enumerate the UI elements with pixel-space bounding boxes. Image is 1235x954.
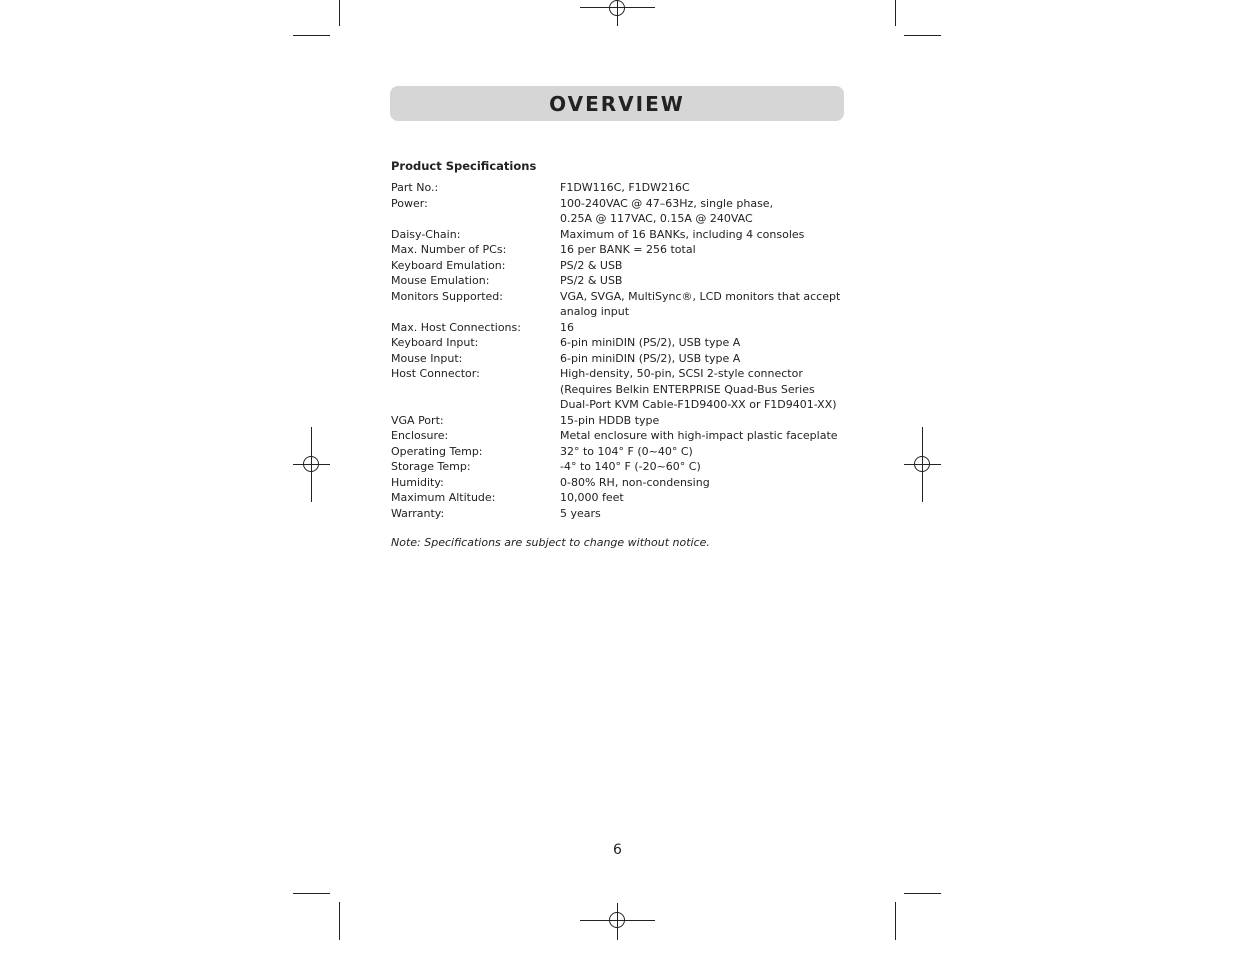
spec-value <box>560 289 840 320</box>
spec-value <box>560 335 740 351</box>
spec-value <box>560 351 740 367</box>
spec-row <box>391 428 851 444</box>
spec-value-line: (Requires Belkin ENTERPRISE Quad-Bus Series <box>560 382 815 396</box>
spec-value <box>560 490 624 506</box>
spec-value-line: PS/2 & USB <box>560 274 623 287</box>
spec-label: Daisy-Chain: <box>391 227 461 241</box>
spec-value-line: analog input <box>560 305 630 318</box>
spec-row <box>391 506 851 522</box>
spec-label: Mouse Emulation: <box>391 274 490 287</box>
spec-value-line: -4° to 140° F (-20~60° C) <box>560 460 701 473</box>
spec-value <box>560 273 622 289</box>
spec-value-line: 10,000 feet <box>560 491 624 504</box>
spec-row <box>391 242 851 258</box>
section-title-bar <box>390 86 844 121</box>
spec-row <box>391 459 851 475</box>
spec-row <box>391 196 851 227</box>
spec-value-line: F1DW116C, F1DW216C <box>560 181 690 194</box>
spec-value <box>560 180 690 196</box>
spec-value-line: 16 <box>560 320 574 334</box>
spec-value <box>560 475 710 491</box>
spec-value-line: 15-pin HDDB type <box>560 413 660 427</box>
spec-label: Operating Temp: <box>391 444 483 458</box>
spec-label: Humidity: <box>391 475 444 489</box>
registration-circle <box>609 0 625 16</box>
spec-value-line: 32° to 104° F (0~40° C) <box>560 444 693 458</box>
spec-row <box>391 258 851 274</box>
spec-value-line: VGA, SVGA, MultiSync®, LCD monitors that accept <box>560 289 841 303</box>
spec-value <box>560 413 659 429</box>
spec-row <box>391 227 851 243</box>
section-heading: Product Specifications <box>391 159 537 173</box>
spec-row <box>391 180 851 196</box>
spec-value-line: 100-240VAC @ 47–63Hz, single phase, <box>560 196 774 210</box>
spec-row <box>391 273 851 289</box>
spec-row <box>391 413 851 429</box>
spec-value <box>560 196 773 227</box>
spec-value-line: 6-pin miniDIN (PS/2), USB type A <box>560 351 741 365</box>
spec-label: Keyboard Input: <box>391 336 479 349</box>
footnote: Note: Specifications are subject to change without notice. <box>391 536 710 549</box>
spec-value <box>560 242 696 258</box>
crop-mark <box>339 0 340 26</box>
spec-value <box>560 320 574 336</box>
spec-label: Power: <box>391 196 428 210</box>
page-title: OVERVIEW <box>549 91 685 116</box>
registration-circle <box>303 456 319 472</box>
spec-value <box>560 459 701 475</box>
registration-circle <box>914 456 930 472</box>
spec-value <box>560 444 693 460</box>
spec-row <box>391 475 851 491</box>
spec-row <box>391 335 851 351</box>
crop-mark <box>293 893 330 894</box>
spec-value-line: 5 years <box>560 506 601 520</box>
spec-label: Host Connector: <box>391 367 480 380</box>
crop-mark <box>339 902 340 940</box>
spec-value-line: PS/2 & USB <box>560 258 623 272</box>
spec-label: Warranty: <box>391 506 445 520</box>
spec-value-line: Dual-Port KVM Cable-F1D9400-XX or F1D9401-XX) <box>560 398 837 411</box>
crop-mark <box>904 35 941 36</box>
spec-value <box>560 506 601 522</box>
spec-label: Mouse Input: <box>391 351 463 365</box>
specifications-table <box>391 180 851 521</box>
spec-row <box>391 490 851 506</box>
spec-label: Max. Host Connections: <box>391 320 521 334</box>
spec-value <box>560 258 622 274</box>
spec-value-line: High-density, 50-pin, SCSI 2-style connector <box>560 367 803 380</box>
crop-mark <box>293 35 330 36</box>
spec-label: Storage Temp: <box>391 460 471 473</box>
spec-label: Part No.: <box>391 181 439 194</box>
spec-label: Maximum Altitude: <box>391 491 496 504</box>
spec-label: Keyboard Emulation: <box>391 258 506 272</box>
page-number: 6 <box>613 842 622 858</box>
spec-row <box>391 444 851 460</box>
spec-value <box>560 366 837 413</box>
spec-label: VGA Port: <box>391 413 444 427</box>
crop-mark <box>895 902 896 940</box>
spec-value-line: 16 per BANK = 256 total <box>560 243 696 256</box>
spec-value-line: Maximum of 16 BANKs, including 4 consoles <box>560 227 805 241</box>
spec-row <box>391 320 851 336</box>
spec-value-line: 0-80% RH, non-condensing <box>560 475 710 489</box>
crop-mark <box>904 893 941 894</box>
spec-row <box>391 289 851 320</box>
spec-row <box>391 351 851 367</box>
spec-label: Enclosure: <box>391 429 449 442</box>
registration-circle <box>609 912 625 928</box>
spec-value-line: 6-pin miniDIN (PS/2), USB type A <box>560 336 741 349</box>
crop-mark <box>895 0 896 26</box>
spec-label: Monitors Supported: <box>391 289 503 303</box>
spec-row <box>391 366 851 413</box>
spec-value <box>560 428 838 444</box>
spec-value-line: 0.25A @ 117VAC, 0.15A @ 240VAC <box>560 212 753 225</box>
spec-value-line: Metal enclosure with high-impact plastic faceplate <box>560 429 838 442</box>
spec-value <box>560 227 804 243</box>
spec-label: Max. Number of PCs: <box>391 243 507 256</box>
